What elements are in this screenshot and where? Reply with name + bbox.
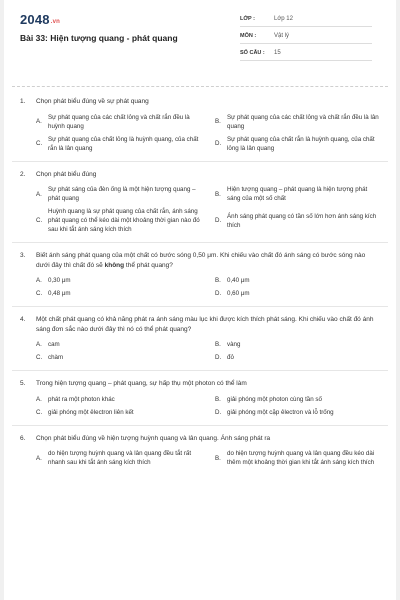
option-text: Huỳnh quang là sự phát quang của chất rắn, ánh sáng phát quang có thể kéo dài một khoảng thời gian nào đó sau khi tắt ánh sáng kích thích — [48, 208, 200, 233]
meta-value: 15 — [274, 50, 281, 56]
option-a[interactable] — [36, 395, 201, 404]
option-letter: C. — [36, 217, 43, 224]
option-letter: A. — [36, 118, 42, 125]
question-1 — [20, 97, 380, 153]
answer-options — [36, 449, 380, 467]
meta-info — [240, 12, 372, 63]
quiz-page — [4, 0, 396, 600]
option-letter: A. — [36, 277, 42, 284]
option-d[interactable] — [215, 408, 380, 417]
option-c[interactable] — [36, 408, 201, 417]
meta-row-count — [240, 46, 372, 61]
option-text: 0,60 μm — [227, 290, 250, 297]
option-b[interactable] — [215, 395, 380, 404]
question-divider — [12, 306, 388, 307]
meta-row-subject — [240, 29, 372, 44]
question-number: 1. — [20, 98, 26, 105]
option-d[interactable] — [215, 135, 380, 153]
question-4 — [20, 315, 380, 362]
question-text: Chọn phát biểu đúng về hiện tượng huỳnh quang và lân quang. Ánh sáng phát ra — [36, 434, 271, 442]
question-3 — [20, 251, 380, 298]
question-text: Trong hiện tượng quang – phát quang, sự hấp thụ một photon có thể làm — [36, 380, 247, 387]
option-letter: D. — [215, 217, 222, 224]
question-number: 3. — [20, 252, 26, 259]
answer-options — [36, 113, 380, 153]
question-divider — [12, 242, 388, 243]
answer-options — [36, 340, 380, 362]
option-b[interactable] — [215, 113, 380, 131]
meta-label: LỚP : — [240, 16, 255, 22]
option-a[interactable] — [36, 113, 201, 131]
option-a[interactable] — [36, 276, 201, 285]
page-title: Bài 33: Hiện tượng quang - phát quang — [20, 33, 178, 43]
page-header — [20, 12, 380, 80]
option-text: đỏ — [227, 354, 234, 361]
option-letter: C. — [36, 408, 43, 416]
question-divider — [12, 425, 388, 426]
option-d[interactable] — [215, 353, 380, 362]
meta-label: SỐ CÂU : — [240, 50, 265, 56]
option-c[interactable] — [36, 353, 201, 362]
answer-options — [36, 185, 380, 234]
question-stem — [20, 170, 380, 180]
option-text: Sự phát sáng của đèn ống là một hiện tượng quang – phát quang — [48, 186, 196, 202]
question-stem — [20, 97, 380, 107]
option-letter: D. — [215, 290, 222, 297]
option-text: cam — [48, 341, 60, 348]
option-d[interactable] — [215, 289, 380, 298]
option-letter: B. — [215, 395, 221, 403]
option-text: do hiện tượng huỳnh quang và lân quang đều tắt rất nhanh sau khi tắt ánh sáng kích thích — [48, 450, 192, 466]
option-text: giải phóng một êlectron liên kết — [48, 408, 134, 416]
question-text — [36, 251, 380, 270]
option-letter: B. — [215, 277, 221, 284]
option-text: 0,48 μm — [48, 290, 71, 297]
question-text-emphasis: không — [104, 261, 125, 269]
option-b[interactable] — [215, 340, 380, 349]
question-text-part: thể phát quang? — [124, 261, 173, 269]
question-number: 4. — [20, 316, 26, 323]
meta-value: Lớp 12 — [274, 16, 293, 22]
question-divider — [12, 370, 388, 371]
option-letter: A. — [36, 190, 42, 198]
question-number: 2. — [20, 170, 26, 178]
question-divider — [12, 161, 388, 162]
question-stem — [20, 434, 380, 444]
option-letter: A. — [36, 341, 42, 348]
answer-options — [36, 276, 380, 298]
option-text: Sự phát quang của chất rắn là huỳnh quang, của chất lỏng là lân quang — [227, 135, 375, 152]
option-b[interactable] — [215, 276, 380, 285]
question-number: 6. — [20, 434, 26, 442]
option-letter: C. — [36, 354, 43, 361]
question-text: Chọn phát biểu đúng về sự phát quang — [36, 98, 149, 105]
question-2 — [20, 170, 380, 235]
option-c[interactable] — [36, 135, 201, 153]
meta-row-class — [240, 12, 372, 27]
option-a[interactable] — [36, 340, 201, 349]
option-letter: D. — [215, 408, 222, 416]
option-text: giải phóng một cặp êlectron và lỗ trống — [227, 408, 334, 416]
question-stem — [20, 379, 380, 389]
option-letter: A. — [36, 454, 42, 462]
option-text: Sự phát quang của các chất lỏng và chất rắn đều là huỳnh quang — [48, 113, 190, 130]
option-text: Hiện tượng quang – phát quang là hiện tượng phát sáng của một số chất — [227, 186, 368, 202]
option-text: Ánh sáng phát quang có tần số lớn hơn ánh sáng kích thích — [227, 212, 377, 229]
answer-options — [36, 395, 380, 417]
option-letter: B. — [215, 454, 221, 462]
question-6 — [20, 434, 380, 468]
header-divider — [12, 86, 388, 87]
option-letter: D. — [215, 354, 222, 361]
option-text: 0,30 μm — [48, 277, 71, 284]
option-b[interactable] — [215, 185, 380, 203]
question-stem — [20, 315, 380, 334]
option-text: giải phóng một photon cùng tần số — [227, 395, 322, 403]
option-b[interactable] — [215, 449, 380, 467]
question-text: Một chất phát quang có khả năng phát ra ánh sáng màu lục khi được kích thích phát sáng. Khi chiếu vào chất đó ánh sáng đơn sắc nào dưới đây thì nó có thể phát quang? — [36, 316, 374, 333]
question-text: Chọn phát biểu đúng — [36, 170, 97, 178]
option-text: chàm — [48, 354, 64, 361]
option-letter: B. — [215, 190, 221, 198]
option-letter: B. — [215, 118, 221, 125]
option-a[interactable] — [36, 185, 201, 203]
option-letter: D. — [215, 140, 222, 147]
option-c[interactable] — [36, 207, 201, 234]
logo-suffix: .vn — [50, 19, 61, 25]
option-letter: B. — [215, 341, 221, 348]
option-letter: C. — [36, 290, 43, 297]
option-letter: A. — [36, 395, 42, 403]
question-stem — [20, 251, 380, 270]
option-a[interactable] — [36, 449, 201, 467]
option-text: do hiện tượng huỳnh quang và lân quang đều kéo dài thêm một khoảng thời gian khi tắt ánh sáng kích thích — [227, 450, 375, 466]
meta-value: Vật lý — [274, 33, 290, 39]
option-d[interactable] — [215, 207, 380, 234]
option-text: phát ra một photon khác — [48, 395, 115, 403]
question-5 — [20, 379, 380, 417]
question-number: 5. — [20, 380, 26, 387]
question-text-part: Biết ánh sáng phát quang của một chất có bước sóng 0,50 μm. Khi chiếu vào chất đó ánh sáng có bước sóng nào dưới đây thì chất đó sẽ — [36, 252, 366, 269]
option-letter: C. — [36, 140, 43, 147]
option-text: Sự phát quang của các chất lỏng và chất rắn đều là lân quang — [227, 113, 379, 130]
option-text: Sự phát quang của chất lỏng là huỳnh quang, của chất rắn là lân quang — [48, 135, 199, 152]
option-text: 0,40 μm — [227, 277, 250, 284]
meta-label: MÔN : — [240, 33, 257, 39]
logo-text: 2048 — [20, 12, 50, 27]
option-text: vàng — [227, 341, 241, 348]
option-c[interactable] — [36, 289, 201, 298]
